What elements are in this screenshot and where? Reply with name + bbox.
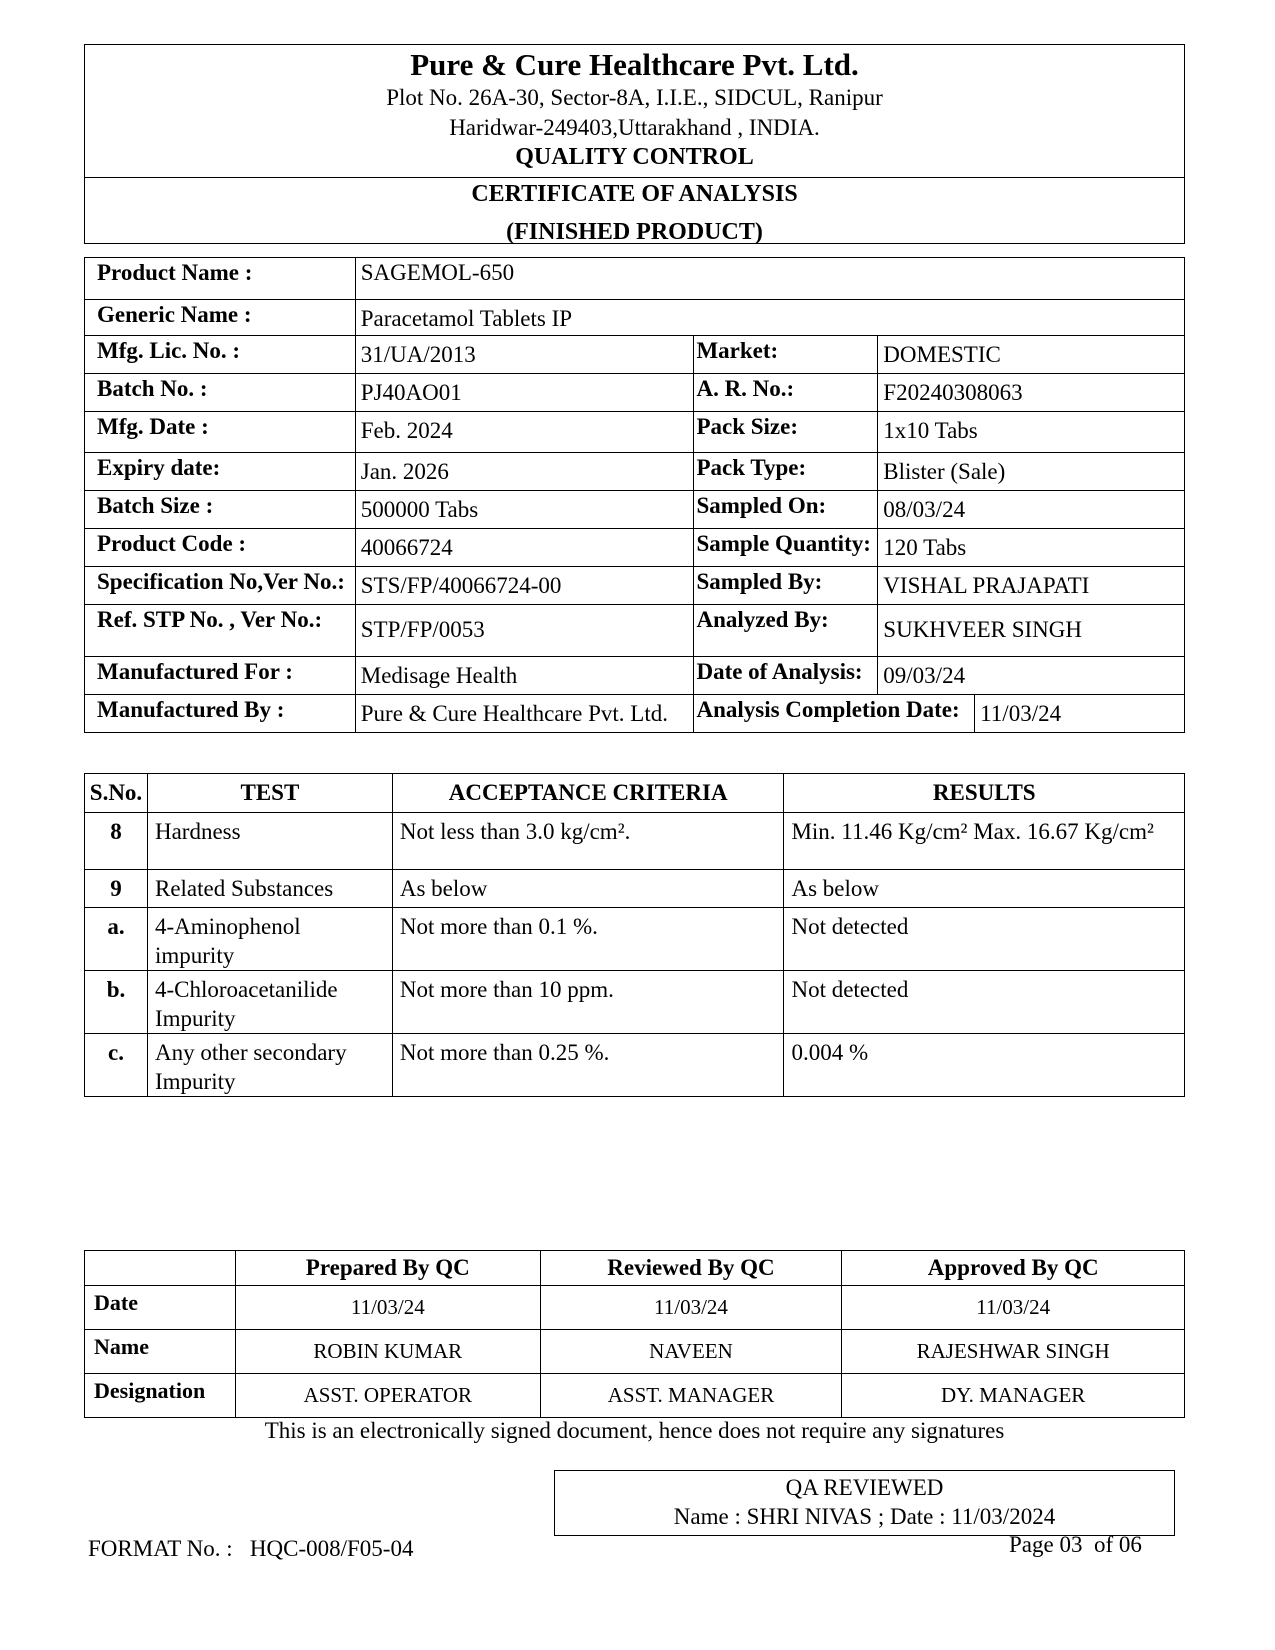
header-divider bbox=[85, 177, 1184, 178]
signature-row-label: Designation bbox=[85, 1374, 236, 1418]
test-result: Not detected bbox=[784, 971, 1185, 1034]
product-name-value: SAGEMOL-650 bbox=[355, 258, 1184, 300]
signature-header-row bbox=[85, 1251, 1185, 1286]
detail-value-right: 120 Tabs bbox=[878, 529, 1185, 567]
detail-value-right: F20240308063 bbox=[878, 374, 1185, 412]
product-name-label: Product Name : bbox=[85, 258, 356, 300]
format-number: FORMAT No. : HQC-008/F05-04 bbox=[88, 1536, 414, 1561]
analysis-completion-label: Analysis Completion Date: bbox=[694, 695, 975, 733]
acceptance-criteria: Not more than 0.25 %. bbox=[392, 1034, 784, 1097]
detail-label: Ref. STP No. , Ver No.: bbox=[85, 605, 356, 657]
test-row bbox=[85, 1034, 1185, 1097]
detail-value-right: 09/03/24 bbox=[878, 657, 1185, 695]
department-title: QUALITY CONTROL bbox=[515, 144, 754, 170]
test-row bbox=[85, 870, 1185, 908]
detail-label-right: Date of Analysis: bbox=[694, 657, 878, 695]
signature-row-label: Date bbox=[85, 1286, 236, 1330]
detail-value-right: Blister (Sale) bbox=[878, 453, 1185, 491]
company-name: Pure & Cure Healthcare Pvt. Ltd. bbox=[410, 47, 859, 82]
detail-label: Batch No. : bbox=[85, 374, 356, 412]
signature-row bbox=[85, 1286, 1185, 1330]
product-detail-row bbox=[85, 567, 1185, 605]
product-detail-row bbox=[85, 453, 1185, 491]
generic-name-value: Paracetamol Tablets IP bbox=[355, 300, 1184, 336]
test-serial: b. bbox=[85, 971, 148, 1034]
detail-label: Specification No,Ver No.: bbox=[85, 567, 356, 605]
detail-value: 40066724 bbox=[355, 529, 694, 567]
product-detail-row bbox=[85, 374, 1185, 412]
detail-label-right: Pack Type: bbox=[694, 453, 878, 491]
detail-label: Manufactured For : bbox=[85, 657, 356, 695]
product-detail-row bbox=[85, 336, 1185, 374]
col-header-test: TEST bbox=[147, 774, 392, 813]
detail-label: Mfg. Lic. No. : bbox=[85, 336, 356, 374]
product-info-table bbox=[84, 257, 1185, 733]
approved-by-header: Approved By QC bbox=[842, 1251, 1185, 1286]
detail-value: 500000 Tabs bbox=[355, 491, 694, 529]
signature-value: 11/03/24 bbox=[235, 1286, 540, 1330]
signature-value: 11/03/24 bbox=[540, 1286, 842, 1330]
product-detail-row bbox=[85, 491, 1185, 529]
electronic-signature-note: This is an electronically signed document, hence does not require any signatures bbox=[264, 1418, 1005, 1443]
test-name: 4-Chloroacetanilide Impurity bbox=[147, 971, 392, 1034]
generic-name-row bbox=[85, 300, 1185, 336]
test-row bbox=[85, 971, 1185, 1034]
test-table-header bbox=[85, 774, 1185, 813]
prepared-by-header: Prepared By QC bbox=[235, 1251, 540, 1286]
test-serial: 8 bbox=[85, 813, 148, 870]
signature-value: 11/03/24 bbox=[842, 1286, 1185, 1330]
product-detail-row bbox=[85, 657, 1185, 695]
test-result: Min. 11.46 Kg/cm² Max. 16.67 Kg/cm² bbox=[784, 813, 1185, 870]
signatures-table bbox=[84, 1250, 1185, 1418]
detail-label-right: Sample Quantity: bbox=[694, 529, 878, 567]
detail-label: Expiry date: bbox=[85, 453, 356, 491]
detail-value-right: VISHAL PRAJAPATI bbox=[878, 567, 1185, 605]
manufactured-by-row bbox=[85, 695, 1185, 733]
test-serial: c. bbox=[85, 1034, 148, 1097]
test-result: Not detected bbox=[784, 908, 1185, 971]
signature-value: ASST. MANAGER bbox=[540, 1374, 842, 1418]
product-detail-row bbox=[85, 412, 1185, 453]
col-header-criteria: ACCEPTANCE CRITERIA bbox=[392, 774, 784, 813]
test-result: 0.004 % bbox=[784, 1034, 1185, 1097]
signature-corner-cell bbox=[85, 1251, 236, 1286]
page-number: Page 03 of 06 bbox=[1009, 1532, 1142, 1557]
generic-name-label: Generic Name : bbox=[85, 300, 356, 336]
detail-label: Mfg. Date : bbox=[85, 412, 356, 453]
qa-review-details: Name : SHRI NIVAS ; Date : 11/03/2024 bbox=[673, 1504, 1056, 1529]
signature-row bbox=[85, 1330, 1185, 1374]
test-row bbox=[85, 813, 1185, 870]
detail-value: Medisage Health bbox=[355, 657, 694, 695]
detail-value-right: 08/03/24 bbox=[878, 491, 1185, 529]
product-detail-row bbox=[85, 529, 1185, 567]
test-serial: 9 bbox=[85, 870, 148, 908]
detail-value: Jan. 2026 bbox=[355, 453, 694, 491]
address-line-2: Haridwar-249403,Uttarakhand , INDIA. bbox=[449, 115, 820, 140]
col-header-sno: S.No. bbox=[85, 774, 148, 813]
signature-row bbox=[85, 1374, 1185, 1418]
acceptance-criteria: Not more than 0.1 %. bbox=[392, 908, 784, 971]
signature-value: DY. MANAGER bbox=[842, 1374, 1185, 1418]
test-name: Any other secondary Impurity bbox=[147, 1034, 392, 1097]
detail-value: Feb. 2024 bbox=[355, 412, 694, 453]
detail-label-right: Market: bbox=[694, 336, 878, 374]
document-subtitle: (FINISHED PRODUCT) bbox=[506, 219, 763, 245]
product-name-row bbox=[85, 258, 1185, 300]
test-name: Related Substances bbox=[147, 870, 392, 908]
test-name: Hardness bbox=[147, 813, 392, 870]
detail-value-right: DOMESTIC bbox=[878, 336, 1185, 374]
signature-value: NAVEEN bbox=[540, 1330, 842, 1374]
detail-label: Batch Size : bbox=[85, 491, 356, 529]
detail-label-right: A. R. No.: bbox=[694, 374, 878, 412]
detail-label-right: Sampled By: bbox=[694, 567, 878, 605]
test-rows bbox=[85, 813, 1185, 1097]
detail-value: STP/FP/0053 bbox=[355, 605, 694, 657]
manufactured-by-label: Manufactured By : bbox=[85, 695, 356, 733]
qa-review-title: QA REVIEWED bbox=[785, 1475, 944, 1500]
signature-value: RAJESHWAR SINGH bbox=[842, 1330, 1185, 1374]
address-line-1: Plot No. 26A-30, Sector-8A, I.I.E., SIDCUL, Ranipur bbox=[386, 85, 883, 110]
detail-label-right: Analyzed By: bbox=[694, 605, 878, 657]
detail-value: PJ40AO01 bbox=[355, 374, 694, 412]
acceptance-criteria: As below bbox=[392, 870, 784, 908]
signature-row-label: Name bbox=[85, 1330, 236, 1374]
acceptance-criteria: Not more than 10 ppm. bbox=[392, 971, 784, 1034]
detail-value-right: SUKHVEER SINGH bbox=[878, 605, 1185, 657]
document-header bbox=[84, 44, 1185, 244]
product-detail-row bbox=[85, 605, 1185, 657]
col-header-results: RESULTS bbox=[784, 774, 1185, 813]
test-row bbox=[85, 908, 1185, 971]
signature-value: ROBIN KUMAR bbox=[235, 1330, 540, 1374]
signature-rows bbox=[85, 1286, 1185, 1418]
test-result: As below bbox=[784, 870, 1185, 908]
detail-value: 31/UA/2013 bbox=[355, 336, 694, 374]
product-detail-rows bbox=[85, 336, 1185, 695]
test-serial: a. bbox=[85, 908, 148, 971]
manufactured-by-value: Pure & Cure Healthcare Pvt. Ltd. bbox=[355, 695, 694, 733]
reviewed-by-header: Reviewed By QC bbox=[540, 1251, 842, 1286]
detail-label-right: Sampled On: bbox=[694, 491, 878, 529]
detail-value: STS/FP/40066724-00 bbox=[355, 567, 694, 605]
test-results-table bbox=[84, 773, 1185, 1097]
detail-value-right: 1x10 Tabs bbox=[878, 412, 1185, 453]
analysis-completion-value: 11/03/24 bbox=[975, 695, 1185, 733]
document-title: CERTIFICATE OF ANALYSIS bbox=[471, 181, 798, 207]
signature-value: ASST. OPERATOR bbox=[235, 1374, 540, 1418]
detail-label: Product Code : bbox=[85, 529, 356, 567]
test-name: 4-Aminophenol impurity bbox=[147, 908, 392, 971]
qa-review-stamp bbox=[554, 1470, 1175, 1536]
detail-label-right: Pack Size: bbox=[694, 412, 878, 453]
acceptance-criteria: Not less than 3.0 kg/cm². bbox=[392, 813, 784, 870]
